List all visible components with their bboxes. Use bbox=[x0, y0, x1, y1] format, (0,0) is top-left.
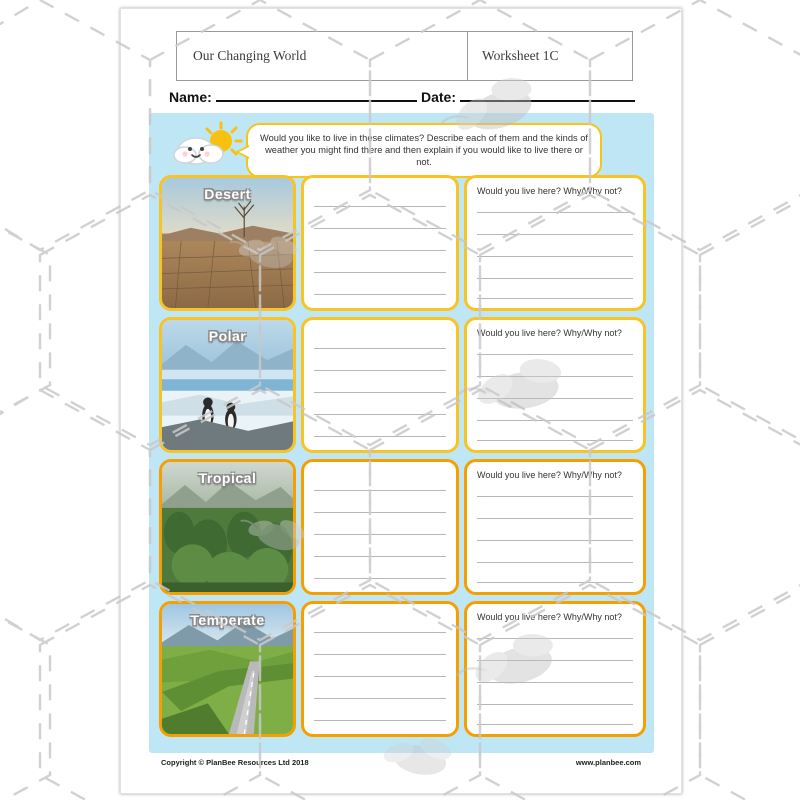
tropical-answer-box[interactable] bbox=[301, 459, 459, 595]
desert-photo-card bbox=[159, 175, 296, 311]
temperate-question-box[interactable] bbox=[464, 601, 646, 737]
footer-copyright: Copyright © PlanBee Resources Ltd 2018 bbox=[161, 758, 309, 767]
question-prompt: Would you live here? Why/Why not? bbox=[477, 186, 622, 196]
sun-cloud-icon bbox=[171, 121, 243, 173]
question-prompt: Would you live here? Why/Why not? bbox=[477, 612, 622, 622]
polar-photo-card bbox=[159, 317, 296, 453]
polar-question-box[interactable] bbox=[464, 317, 646, 453]
date-label: Date: bbox=[420, 89, 456, 105]
climate-row-desert bbox=[159, 175, 646, 311]
climate-label-temperate: Temperate bbox=[190, 612, 265, 628]
climate-row-temperate bbox=[159, 601, 646, 737]
temperate-answer-box[interactable] bbox=[301, 601, 459, 737]
question-prompt: Would you live here? Why/Why not? bbox=[477, 470, 622, 480]
temperate-photo-card bbox=[159, 601, 296, 737]
climate-label-polar: Polar bbox=[208, 328, 247, 344]
instruction-bubble: Would you like to live in these climates? Describe each of them and the kinds of weather you might find there and then explain if you would like to live there or not. bbox=[246, 123, 602, 178]
tropical-photo-card bbox=[159, 459, 296, 595]
name-date-row bbox=[169, 89, 639, 105]
worksheet-page bbox=[120, 8, 682, 794]
question-prompt: Would you live here? Why/Why not? bbox=[477, 328, 622, 338]
desert-answer-box[interactable] bbox=[301, 175, 459, 311]
polar-answer-box[interactable] bbox=[301, 317, 459, 453]
climate-row-tropical bbox=[159, 459, 646, 595]
page-title: Our Changing World bbox=[193, 48, 307, 63]
name-label: Name: bbox=[169, 89, 212, 105]
worksheet-number: Worksheet 1C bbox=[467, 32, 632, 80]
desert-question-box[interactable] bbox=[464, 175, 646, 311]
footer-website[interactable]: www.planbee.com bbox=[575, 758, 641, 767]
tropical-question-box[interactable] bbox=[464, 459, 646, 595]
worksheet-header bbox=[176, 31, 633, 81]
worksheet-body bbox=[149, 113, 654, 753]
date-input[interactable] bbox=[460, 99, 635, 102]
climate-row-polar bbox=[159, 317, 646, 453]
climate-label-desert: Desert bbox=[204, 186, 251, 202]
climate-label-tropical: Tropical bbox=[198, 470, 257, 486]
name-input[interactable] bbox=[216, 99, 417, 102]
